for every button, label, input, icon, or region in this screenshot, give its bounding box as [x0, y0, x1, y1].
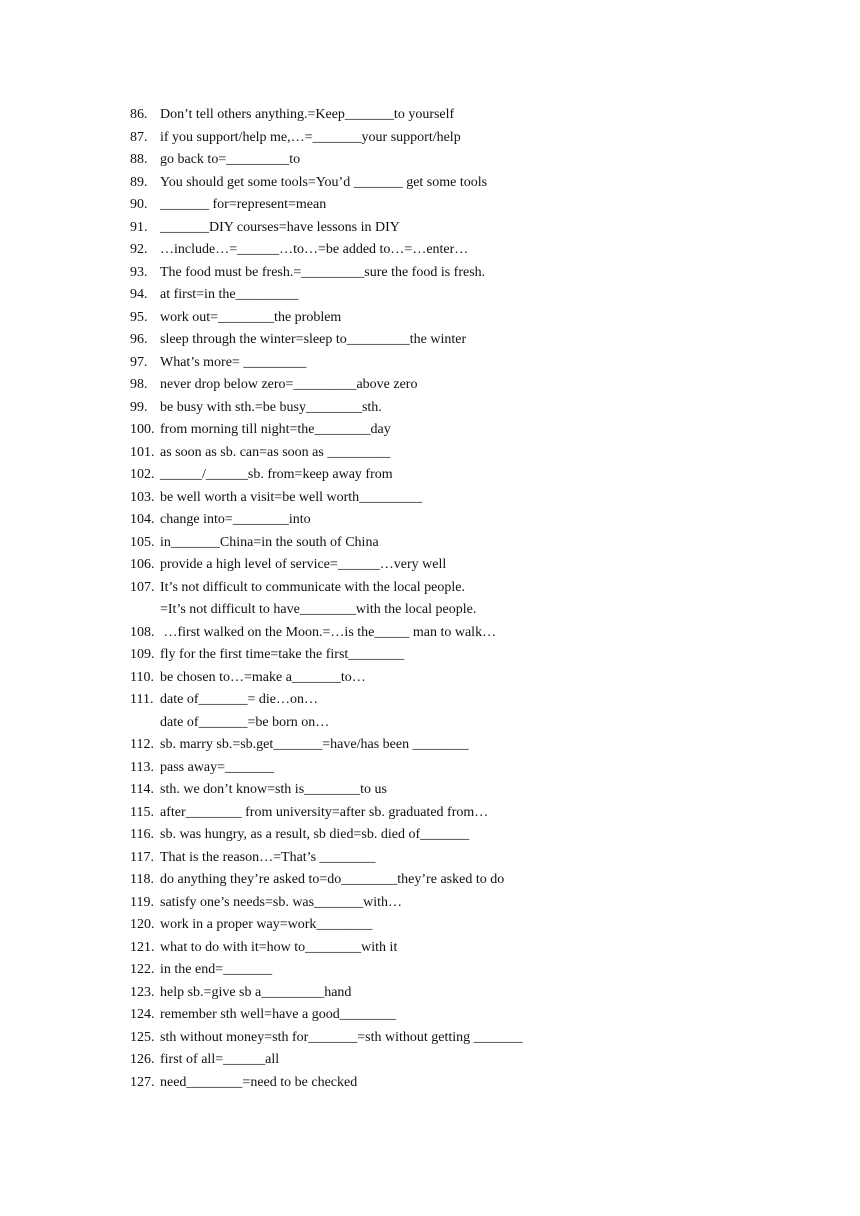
item-number: 127.: [130, 1074, 155, 1090]
item-text: ______/______sb. from=keep away from: [160, 467, 393, 482]
exercise-item: [130, 1027, 810, 1050]
item-text: if you support/help me,…=_______your support/help: [160, 129, 461, 145]
exercise-item: [130, 329, 810, 352]
item-number: 124.: [130, 1007, 155, 1022]
item-text: satisfy one’s needs=sb. was_______with…: [160, 894, 402, 910]
item-text: need________=need to be checked: [160, 1074, 358, 1090]
item-number: 91.: [130, 219, 148, 235]
exercise-item: [130, 172, 810, 195]
item-number: 119.: [130, 894, 154, 910]
exercise-item: [130, 757, 810, 780]
item-number: 118.: [130, 872, 154, 887]
item-text: be chosen to…=make a_______to…: [160, 669, 366, 685]
item-number: 86.: [130, 107, 148, 122]
exercise-item: [130, 577, 810, 600]
item-text: The food must be fresh.=_________sure the food is fresh.: [160, 264, 486, 280]
exercise-item: [130, 217, 810, 240]
item-text: first of all=______all: [160, 1052, 280, 1067]
exercise-item: [130, 982, 810, 1005]
item-text: be busy with sth.=be busy________sth.: [160, 399, 382, 415]
exercise-item: [130, 442, 810, 465]
exercise-item: [130, 532, 810, 555]
item-text: from morning till night=the________day: [160, 422, 391, 437]
item-text: It’s not difficult to communicate with the local people.: [160, 579, 465, 595]
exercise-item: [130, 644, 810, 667]
item-number: 116.: [130, 827, 154, 842]
item-number: 95.: [130, 309, 148, 325]
exercise-item: [130, 914, 810, 937]
item-number: 89.: [130, 174, 148, 190]
exercise-item: [130, 127, 810, 150]
exercise-item: [130, 667, 810, 690]
item-number: 114.: [130, 782, 154, 797]
exercise-item: [130, 397, 810, 420]
item-text: date of_______= die…on…: [160, 692, 318, 707]
item-text: in the end=_______: [160, 962, 273, 977]
exercise-item: [130, 712, 810, 735]
item-text: remember sth well=have a good________: [160, 1007, 396, 1022]
item-number: 102.: [130, 467, 155, 482]
item-number: 101.: [130, 444, 155, 460]
exercise-item: [130, 599, 810, 622]
item-text: go back to=_________to: [160, 152, 301, 167]
exercise-item: [130, 307, 810, 330]
item-text: date of_______=be born on…: [160, 714, 330, 730]
item-number: 104.: [130, 512, 155, 527]
item-number: 106.: [130, 557, 155, 572]
item-text: be well worth a visit=be well worth_________: [160, 489, 423, 505]
item-text: help sb.=give sb a_________hand: [160, 984, 352, 1000]
item-number: 99.: [130, 399, 148, 415]
item-text: never drop below zero=_________above zero: [160, 377, 418, 392]
item-number: 125.: [130, 1029, 155, 1045]
item-text: as soon as sb. can=as soon as _________: [160, 444, 391, 460]
exercise-item: [130, 1049, 810, 1072]
item-number: 105.: [130, 534, 155, 550]
exercise-item: [130, 104, 810, 127]
exercise-item: [130, 487, 810, 510]
item-number: 96.: [130, 332, 148, 347]
item-text: sb. was hungry, as a result, sb died=sb. died of_______: [160, 827, 470, 842]
item-text: That is the reason…=That’s ________: [160, 849, 376, 865]
exercise-item: [130, 802, 810, 825]
item-number: 90.: [130, 197, 148, 212]
item-text: pass away=_______: [160, 759, 275, 775]
exercise-item: [130, 194, 810, 217]
item-text: at first=in the_________: [160, 287, 299, 302]
item-text: sth without money=sth for_______=sth without getting _______: [160, 1029, 523, 1045]
item-text: _______ for=represent=mean: [160, 197, 327, 212]
item-text: fly for the first time=take the first________: [160, 647, 405, 662]
item-number: 98.: [130, 377, 148, 392]
item-text: Don’t tell others anything.=Keep_______to yourself: [160, 107, 455, 122]
item-text: work in a proper way=work________: [160, 917, 373, 932]
item-text: what to do with it=how to________with it: [160, 939, 398, 955]
exercise-item: [130, 892, 810, 915]
exercise-item: [130, 824, 810, 847]
item-text: after________ from university=after sb. graduated from…: [160, 804, 489, 820]
item-number: 107.: [130, 579, 155, 595]
item-number: 109.: [130, 647, 155, 662]
exercise-item: [130, 374, 810, 397]
exercise-item: [130, 1072, 810, 1095]
item-text: …include…=______…to…=be added to…=…enter…: [160, 242, 469, 257]
item-number: 87.: [130, 129, 148, 145]
exercise-item: [130, 239, 810, 262]
item-number: 115.: [130, 804, 154, 820]
exercise-item: [130, 352, 810, 375]
item-text: What’s more= _________: [160, 354, 307, 370]
exercise-item: [130, 937, 810, 960]
exercise-item: [130, 1004, 810, 1027]
exercise-item: [130, 734, 810, 757]
exercise-item: [130, 262, 810, 285]
item-number: 100.: [130, 422, 155, 437]
item-number: 110.: [130, 669, 154, 685]
item-text: change into=________into: [160, 512, 311, 527]
item-number: 97.: [130, 354, 148, 370]
item-text: do anything they’re asked to=do________they’re asked to do: [160, 872, 505, 887]
item-number: 126.: [130, 1052, 155, 1067]
item-text: _______DIY courses=have lessons in DIY: [160, 219, 400, 235]
item-text: provide a high level of service=______…very well: [160, 557, 447, 572]
item-number: 111.: [130, 692, 154, 707]
item-text: sb. marry sb.=sb.get_______=have/has been ________: [160, 737, 469, 752]
exercise-item: [130, 847, 810, 870]
item-number: 113.: [130, 759, 154, 775]
exercise-item: [130, 464, 810, 487]
item-number: 120.: [130, 917, 155, 932]
exercise-list: [130, 104, 810, 1094]
exercise-item: [130, 869, 810, 892]
item-text: =It’s not difficult to have________with the local people.: [160, 602, 477, 617]
item-number: 103.: [130, 489, 155, 505]
exercise-item: [130, 554, 810, 577]
exercise-item: [130, 284, 810, 307]
item-text: sth. we don’t know=sth is________to us: [160, 782, 387, 797]
item-number: 94.: [130, 287, 148, 302]
item-text: in_______China=in the south of China: [160, 534, 379, 550]
item-text: work out=________the problem: [160, 309, 342, 325]
exercise-item: [130, 419, 810, 442]
item-number: 108.: [130, 624, 155, 640]
item-number: 117.: [130, 849, 154, 865]
exercise-item: [130, 509, 810, 532]
item-text: sleep through the winter=sleep to_________the winter: [160, 332, 467, 347]
item-number: 93.: [130, 264, 148, 280]
item-number: 88.: [130, 152, 148, 167]
exercise-item: [130, 959, 810, 982]
exercise-item: [130, 779, 810, 802]
item-number: 92.: [130, 242, 148, 257]
item-number: 123.: [130, 984, 155, 1000]
item-number: 112.: [130, 737, 154, 752]
exercise-item: [130, 689, 810, 712]
item-text: …first walked on the Moon.=…is the_____ man to walk…: [160, 624, 497, 640]
item-text: You should get some tools=You’d _______ get some tools: [160, 174, 488, 190]
item-number: 122.: [130, 962, 155, 977]
exercise-item: [130, 149, 810, 172]
exercise-item: [130, 622, 810, 645]
item-number: 121.: [130, 939, 155, 955]
